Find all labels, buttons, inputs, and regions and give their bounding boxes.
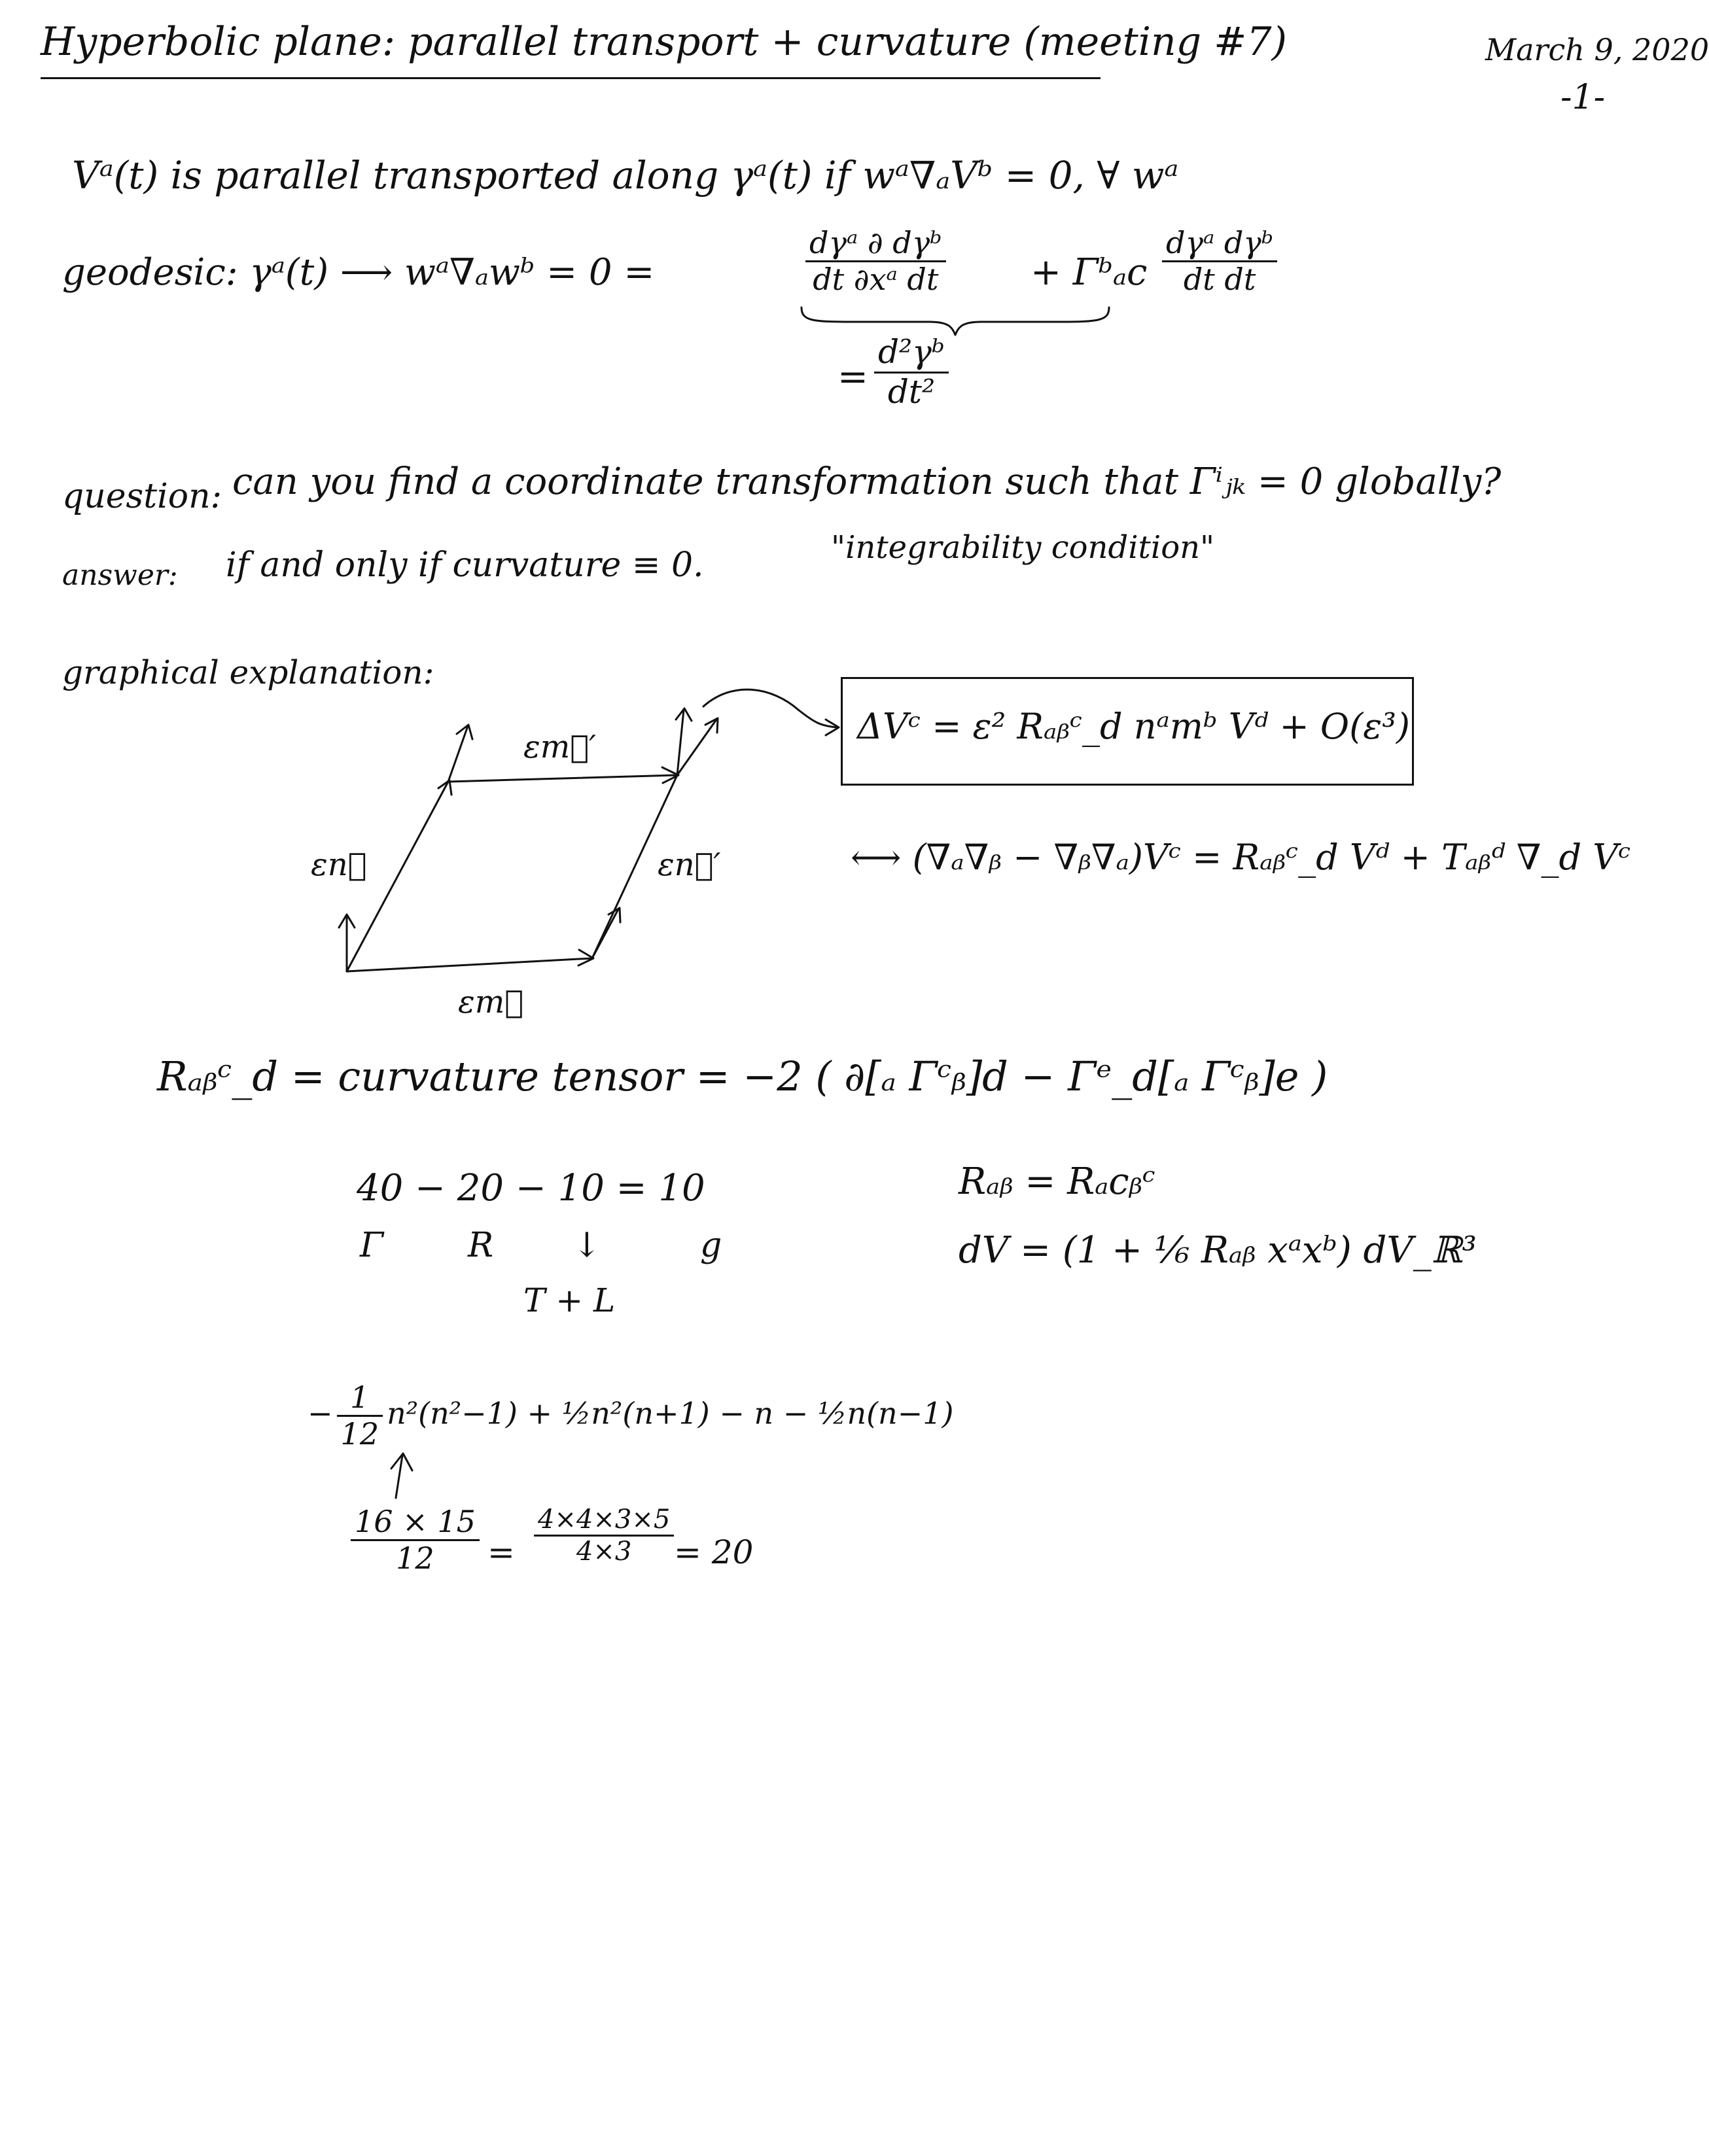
underbrace-equals: = (837, 356, 868, 398)
label-en: εn⃗ (311, 846, 367, 883)
graphical-explanation-heading: graphical explanation: (62, 653, 434, 691)
count-label-g: g (700, 1226, 722, 1265)
geodesic-equation-lhs: geodesic: γᵃ(t) ⟶ wᵃ∇ₐwᵇ = 0 = (62, 251, 655, 294)
curvature-tensor-definition: Rₐᵦᶜ_d = curvature tensor = −2 ( ∂[ₐ Γᶜᵦ]d − Γᵉ_d[ₐ Γᶜᵦ]e ) (157, 1052, 1328, 1100)
vector-top-left (448, 726, 468, 782)
second-derivative (870, 334, 953, 411)
geodesic-term2 (1158, 226, 1281, 297)
label-em: εm⃗ (458, 984, 524, 1020)
integrability-note: "integrability condition" (831, 529, 1215, 566)
curved-arrow (703, 689, 837, 727)
vector-top-right-a (677, 710, 684, 775)
count-label-arrow: ↓ (573, 1226, 601, 1265)
question-label: question: (62, 477, 222, 516)
answer-label: answer: (62, 559, 178, 592)
question-text: can you find a coordinate transformation such that Γⁱⱼₖ = 0 globally? (232, 461, 1502, 503)
calc-fraction-1-num: 16 × 15 (351, 1504, 480, 1541)
underbrace (802, 307, 1109, 335)
calc-fraction-2-den: 4×3 (576, 1537, 632, 1567)
page-date: March 9, 2020 (1485, 32, 1709, 67)
pointer-arrow (396, 1455, 402, 1498)
term1-numerator: dγᵃ ∂ dγᵇ (805, 226, 946, 262)
calc-result: = 20 (674, 1533, 754, 1571)
parallelogram-bottom-edge (347, 958, 592, 971)
term2-numerator: dγᵃ dγᵇ (1162, 226, 1277, 262)
term1-denominator: dt ∂xᵃ dt (813, 261, 939, 297)
answer-text: if and only if curvature ≡ 0. (226, 546, 704, 585)
t-plus-l: T + L (523, 1281, 616, 1319)
commutator-formula: ⟷ (∇ₐ∇ᵦ − ∇ᵦ∇ₐ)Vᶜ = Rₐᵦᶜ_d Vᵈ + Tₐᵦᵈ ∇_d Vᶜ (851, 837, 1631, 878)
christoffel-term: + Γᵇₐc (1031, 251, 1148, 294)
ricci-tensor: Rₐᵦ = Rₐcᵦᶜ (959, 1160, 1155, 1203)
page-title: Hyperbolic plane: parallel transport + curvature (meeting #7) (41, 19, 1287, 65)
calc-fraction-1-den: 12 (396, 1540, 434, 1576)
component-count: 40 − 20 − 10 = 10 (357, 1167, 705, 1209)
label-em-prime: εm⃗′ (523, 729, 596, 765)
term2-denominator: dt dt (1183, 261, 1256, 297)
title-underline (41, 77, 1101, 79)
volume-element: dV = (1 + ⅙ Rₐᵦ xᵃxᵇ) dV_ℝ³ (959, 1229, 1477, 1272)
counting-formula-frac-num: 1 (337, 1380, 383, 1417)
calc-fraction-2-num: 4×4×3×5 (534, 1504, 674, 1537)
page-number: -1- (1560, 78, 1606, 117)
calc-fraction-1 (347, 1504, 484, 1576)
counting-formula (308, 1380, 953, 1452)
parallel-transport-definition: Vᵃ(t) is parallel transported along γᵃ(t) if wᵃ∇ₐVᵇ = 0, ∀ wᵃ (72, 153, 1179, 198)
calc-equals: = (487, 1533, 515, 1571)
boxed-formula: ΔVᶜ = ε² Rₐᵦᶜ_d nᵃmᵇ Vᵈ + O(ε³) (857, 706, 1410, 747)
second-derivative-denominator: dt² (887, 372, 936, 411)
count-label-r: R (468, 1226, 494, 1265)
parallelogram-top-edge (448, 775, 677, 782)
label-en-prime: εn⃗′ (658, 846, 721, 883)
counting-formula-rest: n²(n²−1) + ½n²(n+1) − n − ½n(n−1) (387, 1395, 954, 1431)
vector-bottom-right (592, 909, 618, 958)
counting-formula-minus: − (308, 1395, 333, 1431)
counting-formula-frac-den: 12 (340, 1416, 379, 1452)
second-derivative-numerator: d²γᵇ (874, 334, 949, 374)
geodesic-term1 (802, 226, 950, 297)
calc-fraction-2 (530, 1504, 678, 1567)
vector-top-right-b (677, 720, 716, 775)
count-label-gamma: Γ (360, 1226, 384, 1265)
